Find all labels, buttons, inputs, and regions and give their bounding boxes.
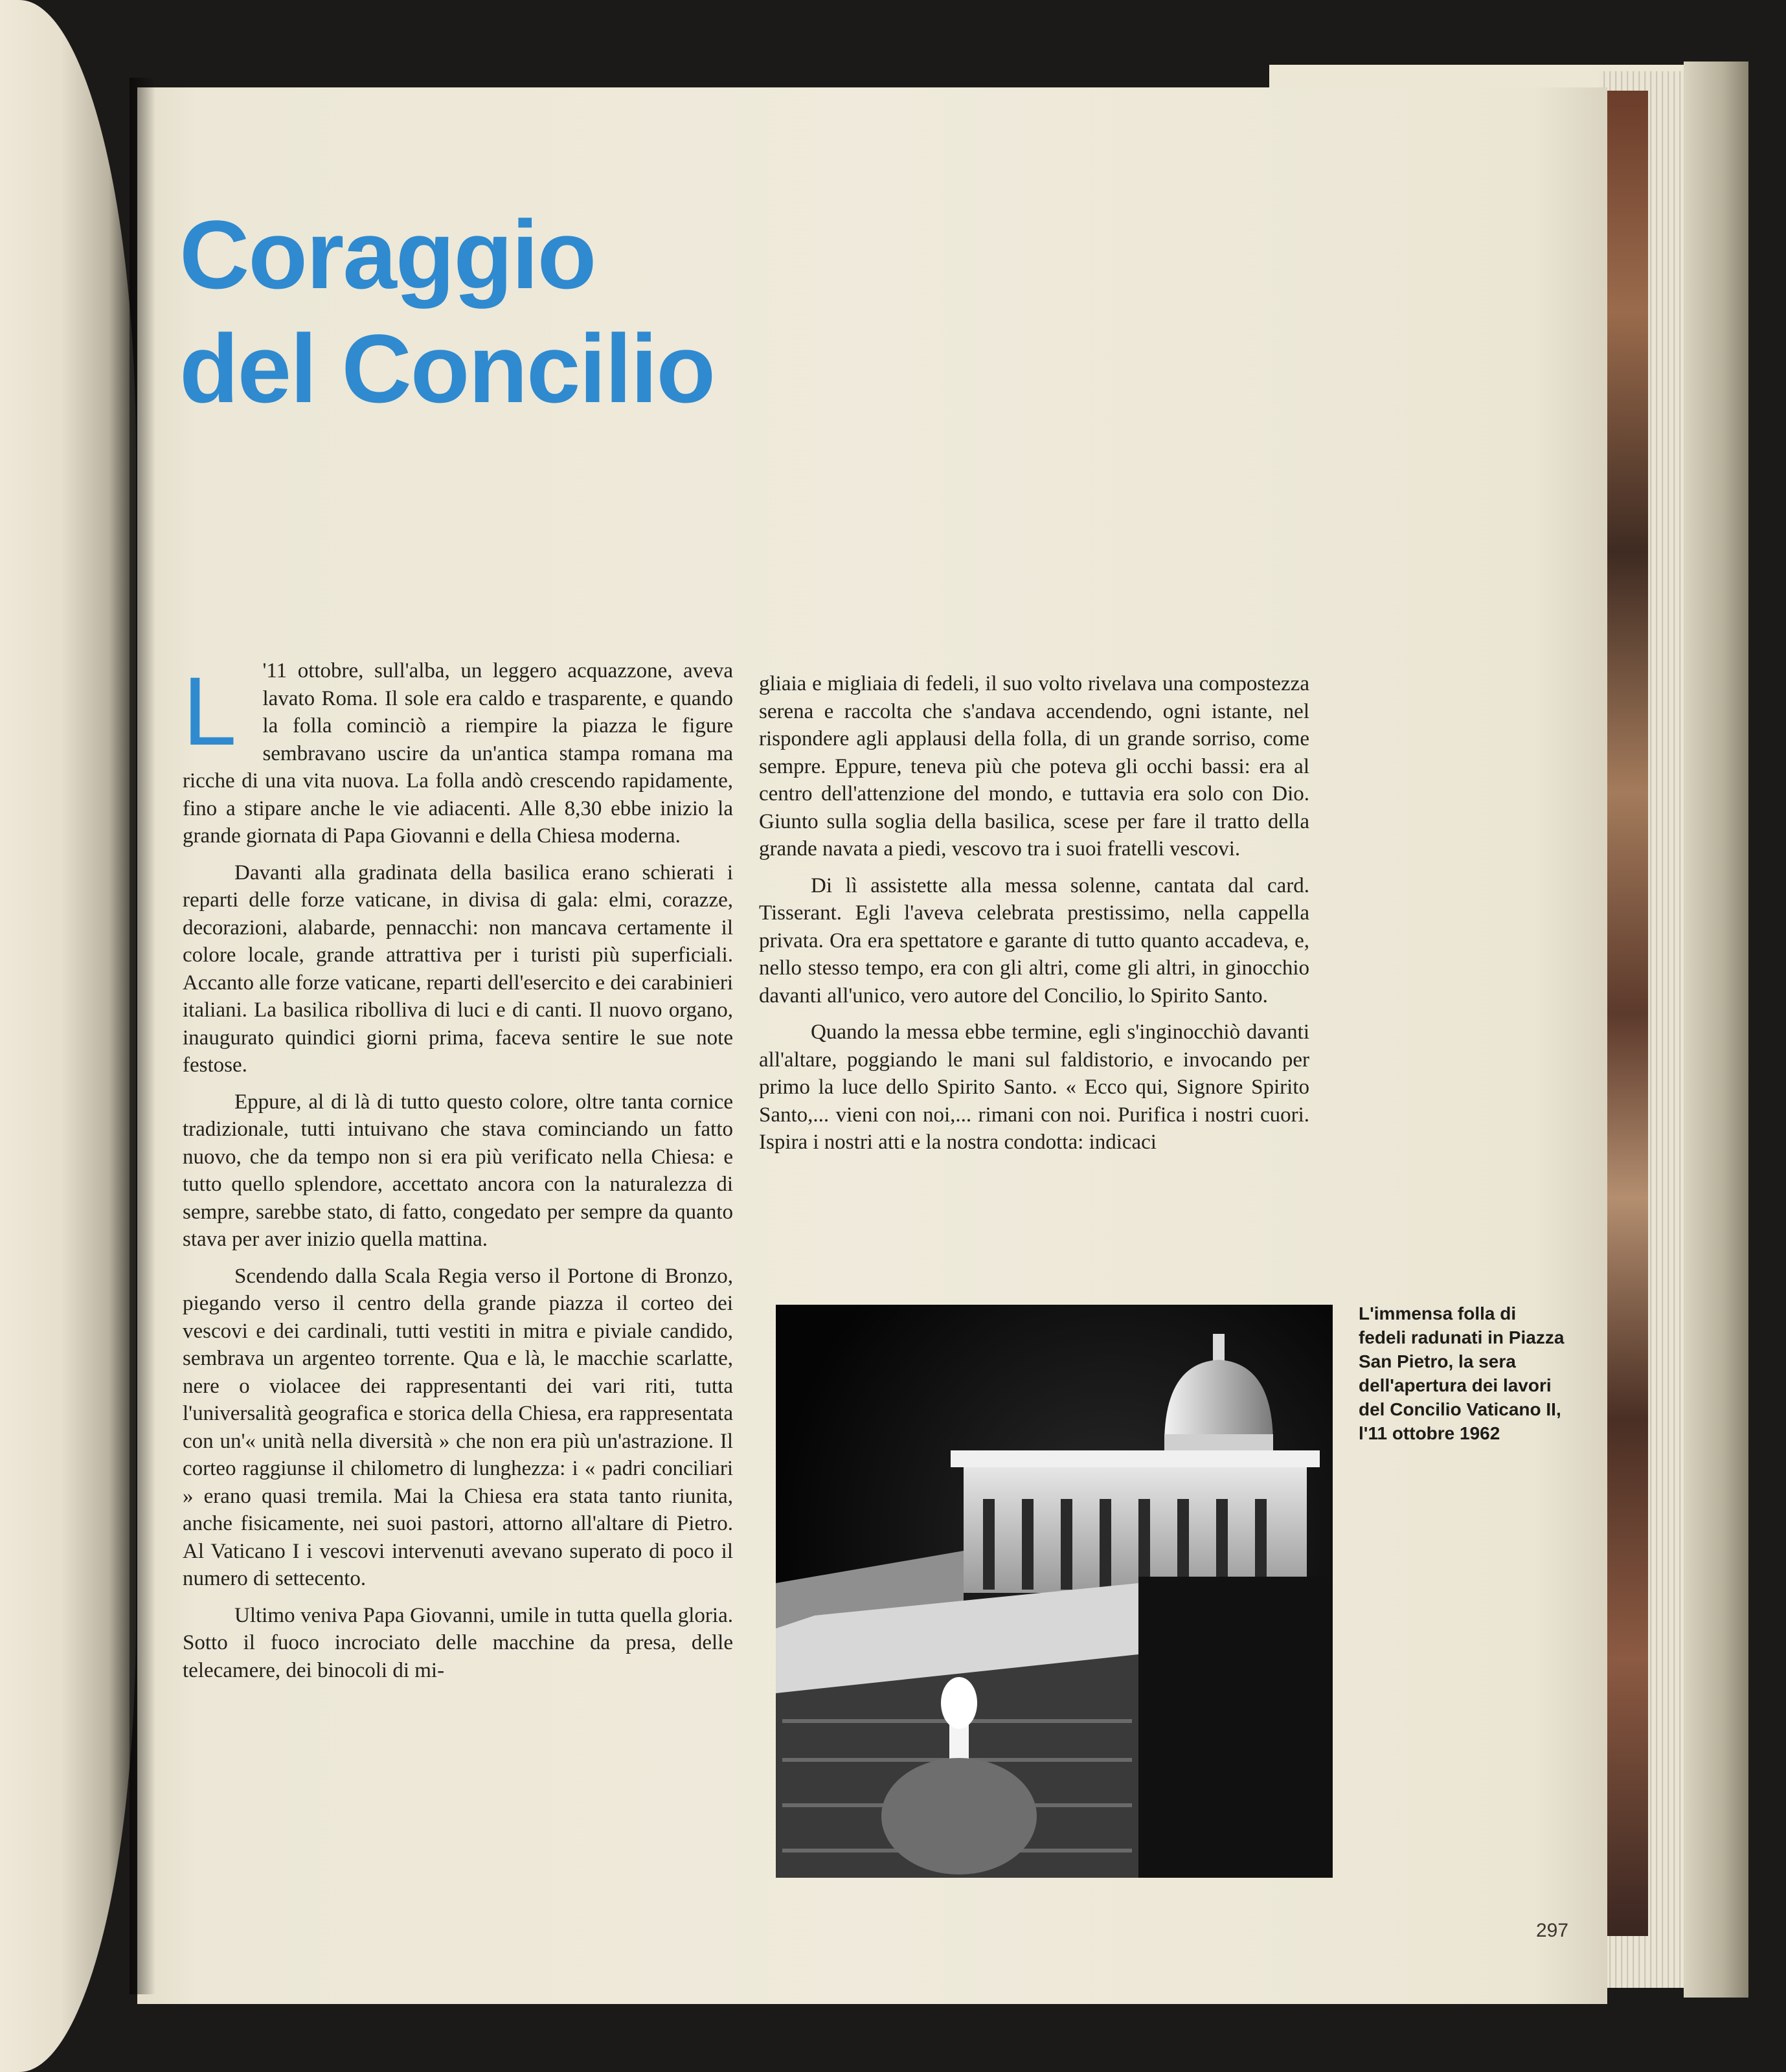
article-title [179,197,714,425]
book-page [137,87,1607,2004]
paragraph: Ultimo veniva Papa Giovanni, umile in tutta quella gloria. Sotto il fuoco incrociato delle macchine da presa, delle telecamere, dei binocoli di mi- [183,1603,733,1682]
page-number: 297 [1536,1920,1569,1941]
text-column-right [759,670,1309,1156]
paragraph: Quando la messa ebbe termine, egli s'inginocchiò davanti all'altare, poggiando le mani sul faldistorio, e invocando per primo la luce dello Spirito Santo. « Ecco qui, Signore Spirito Santo,... vieni con noi,... rimani con noi. Purifica i nostri cuori. Ispira i nostri atti e la nostra condotta: indicaci [759,1020,1309,1154]
paragraph: Di lì assistette alla messa solenne, cantata dal card. Tisserant. Egli l'aveva celebrata prestissimo, nella cappella privata. Ora era spettatore e garante di tutto quanto accadeva, e, nello stesso tempo, era con gli altri, come gli altri, in ginocchio davanti all'unico, vero autore del Concilio, lo Spirito Santo. [759,873,1309,1008]
gutter-shadow [130,78,155,1994]
basilica-illustration [776,1305,1333,1878]
paragraph [183,657,733,850]
next-page-photo-edge [1603,91,1648,1936]
paragraph: gliaia e migliaia di fedeli, il suo volto rivelava una compostezza serena e raccolta che s'andava accendendo, ogni istante, nel rispondere agli applausi della folla, di un grande sorriso, come sempre. Eppure, teneva più che poteva gli occhi bassi: era al centro dell'attenzione del mondo, e tuttavia era solo con Dio. Giunto sulla soglia della basilica, scese per fare il tratto della grande navata a piedi, vescovo tra i suoi fratelli vescovi. [759,672,1309,861]
book-cover-edge [1684,62,1748,1998]
paragraph: Scendendo dalla Scala Regia verso il Portone di Bronzo, piegando verso il centro della grande piazza il corteo dei vescovi e dei cardinali, tutti vestiti in mitra e piviale candido, sembrava un argenteo torrente. Qua e là, le macchie scarlatte, nere o violacee dei rappresentanti dei vari riti, tutta l'universalità geografica e storica della Chiesa, era rappresentata con un'« unità nella diversità » che non era più un'astrazione. Il corteo raggiunse il chilometro di lunghezza: i « padri conciliari » erano quasi tremila. Mai la Chiesa era stata tanto riunita, anche fisicamente, nei suoi pastori, attorno all'altare di Pietro. Al Vaticano I i vescovi intervenuti avevano superato di poco il numero di settecento. [183,1264,733,1590]
title-line-1: Coraggio [179,200,596,309]
title-line-2: del Concilio [179,314,715,423]
st-peters-night-photo [776,1305,1333,1878]
paragraph-text: '11 ottobre, sull'alba, un leggero acquazzone, aveva lavato Roma. Il sole era caldo e trasparente, e quando la folla cominciò a riempire la piazza le figure sembravano uscire da un'antica stampa romana ma ricche di una vita nuova. La folla andò crescendo rapidamente, fino a stipare anche le vie adiacenti. Alle 8,30 ebbe inizio la grande giornata di Papa Giovanni e della Chiesa moderna. [183,659,733,848]
text-column-left [183,657,733,1684]
paragraph: Eppure, al di là di tutto questo colore, oltre tanta cornice tradizionale, tutti intuivano che stava cominciando un fatto nuovo, che da tempo non si era più verificato nella Chiesa: e tutto quello splendore, accettato ancora con la naturalezza di sempre, sarebbe stato, di fatto, congedato per sempre da quanto stava per aver inizio quella mattina. [183,1090,733,1251]
facing-page-edge [0,0,136,2072]
drop-cap: L [183,657,237,765]
paragraph: Davanti alla gradinata della basilica erano schierati i reparti delle forze vaticane, in divisa di gala: elmi, corazze, decorazioni, alabarde, pennacchi: non mancava certamente il colore locale, grande attrattiva per i turisti più superficiali. Accanto alle forze vaticane, reparti dell'esercito e dei carabinieri italiani. La basilica ribolliva di luci e di canti. Il nuovo organo, inaugurato quindici giorni prima, faceva sentire le sue note festose. [183,861,733,1077]
photo-caption: L'immensa folla di fedeli radunati in Piazza San Pietro, la sera dell'apertura dei lavori del Concilio Vaticano II, l'11 ottobre 1962 [1359,1303,1565,1443]
